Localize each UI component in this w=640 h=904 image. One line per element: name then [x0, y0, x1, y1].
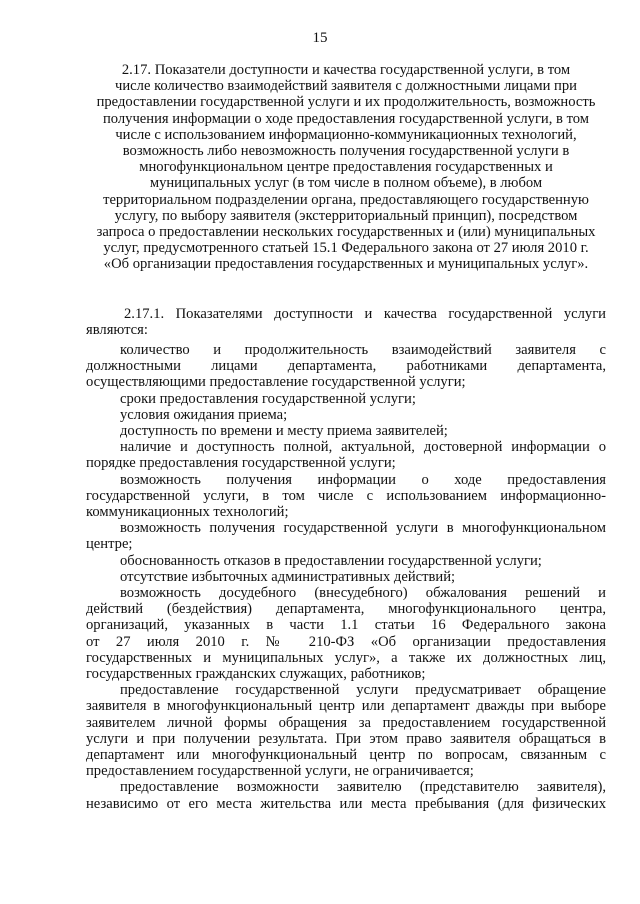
list-item: [86, 342, 606, 391]
text-line: отсутствие избыточных административных действий;: [120, 568, 456, 585]
text-line: заявителем личной формы обращения за предоставлением государственной: [86, 714, 606, 731]
list-item: [86, 585, 606, 682]
text-line: от 27 июля 2010 г. № 210-ФЗ «Об организации предоставления: [86, 633, 606, 650]
text-line: «Об организации предоставления государственных и муниципальных услуг».: [103, 256, 589, 273]
page-number: 15: [312, 30, 328, 46]
text-line: государственных и муниципальных услуг», а также их должностных лиц,: [86, 649, 606, 666]
text-line: числе с использованием информационно-коммуникационных технологий,: [115, 126, 577, 143]
text-line: условия ожидания приема;: [120, 406, 288, 423]
text-line: заявителя в многофункциональный центр или департамент дважды при выборе: [86, 698, 606, 715]
text-line: предоставление государственной услуги предусматривает обращение: [120, 682, 606, 699]
text-line: действий (бездействия) департамента, многофункционального центра,: [86, 601, 606, 618]
text-line: муниципальных услуг (в том числе в полном объеме), в любом: [149, 175, 543, 192]
text-line: запроса о предоставлении нескольких государственных и (или) муниципальных: [96, 224, 596, 241]
text-line: обоснованность отказов в предоставлении государственной услуги;: [120, 552, 542, 569]
text-line: предоставлении государственной услуги и их продолжительность, возможность: [96, 94, 596, 111]
list-item: [86, 391, 606, 407]
list-item: [86, 472, 606, 521]
list-item: [86, 423, 606, 439]
text-line: количество и продолжительность взаимодействий заявителя с: [120, 342, 606, 358]
text-line: услугу, по выбору заявителя (экстерриториальный принцип), посредством: [114, 207, 578, 224]
text-line: сроки предоставления государственной услуги;: [120, 390, 416, 407]
text-line: возможность получения государственной услуги в многофункциональном: [120, 520, 606, 537]
text-line: наличие и доступность полной, актуальной, достоверной информации о: [120, 439, 606, 456]
section-2-17-paragraph: [86, 62, 606, 273]
text-line: являются:: [86, 322, 148, 339]
list-item: [86, 553, 606, 569]
text-line: предоставлением государственной услуги, не ограничивается;: [86, 763, 474, 780]
list-item: [86, 779, 606, 811]
text-line: территориальном подразделении органа, предоставляющего государственную: [103, 191, 589, 208]
text-line: независимо от его места жительства или места пребывания (для физических: [86, 795, 606, 812]
text-line: государственной услуги, в том числе с использованием информационно-: [86, 487, 606, 504]
list-item: [86, 439, 606, 471]
section-2-17-1-paragraph: [86, 306, 606, 338]
text-line: возможность либо невозможность получения государственной услуги в: [122, 143, 570, 160]
text-line: организаций, указанных в части 1.1 статьи 16 Федерального закона: [86, 617, 606, 634]
text-line: возможность получения информации о ходе предоставления: [120, 471, 606, 488]
text-line: осуществляющими предоставление государственной услуги;: [86, 374, 466, 391]
text-line: получения информации о ходе предоставления государственной услуги, в том: [102, 110, 590, 127]
list-item: [86, 407, 606, 423]
text-line: коммуникационных технологий;: [86, 504, 289, 521]
text-line: предоставление возможности заявителю (представителю заявителя),: [120, 779, 606, 796]
list-item: [86, 520, 606, 552]
list-item: [86, 682, 606, 779]
text-line: услуг, предусмотренного статьей 15.1 Федерального закона от 27 июля 2010 г.: [103, 240, 589, 257]
text-line: государственных гражданских служащих, работников;: [86, 666, 426, 683]
text-line: департамент или многофункциональный центр по вопросам, связанным с: [86, 747, 606, 764]
text-line: услуги и при получении результата. При этом право заявителя обращаться в: [86, 730, 606, 747]
text-line: центре;: [86, 536, 133, 553]
indicators-list: [86, 342, 606, 812]
text-line: 2.17. Показатели доступности и качества государственной услуги, в том: [121, 62, 571, 78]
list-item: [86, 569, 606, 585]
text-line: многофункциональном центре предоставления государственных и: [139, 159, 553, 176]
text-line: должностными лицами департамента, работниками департамента,: [86, 358, 606, 375]
text-line: 2.17.1. Показателями доступности и качества государственной услуги: [124, 306, 606, 322]
text-line: числе количество взаимодействий заявителя с должностными лицами при: [115, 78, 577, 95]
text-line: возможность досудебного (внесудебного) обжалования решений и: [120, 585, 606, 602]
text-line: порядке предоставления государственной услуги;: [86, 455, 396, 472]
text-line: доступность по времени и месту приема заявителей;: [120, 423, 448, 440]
